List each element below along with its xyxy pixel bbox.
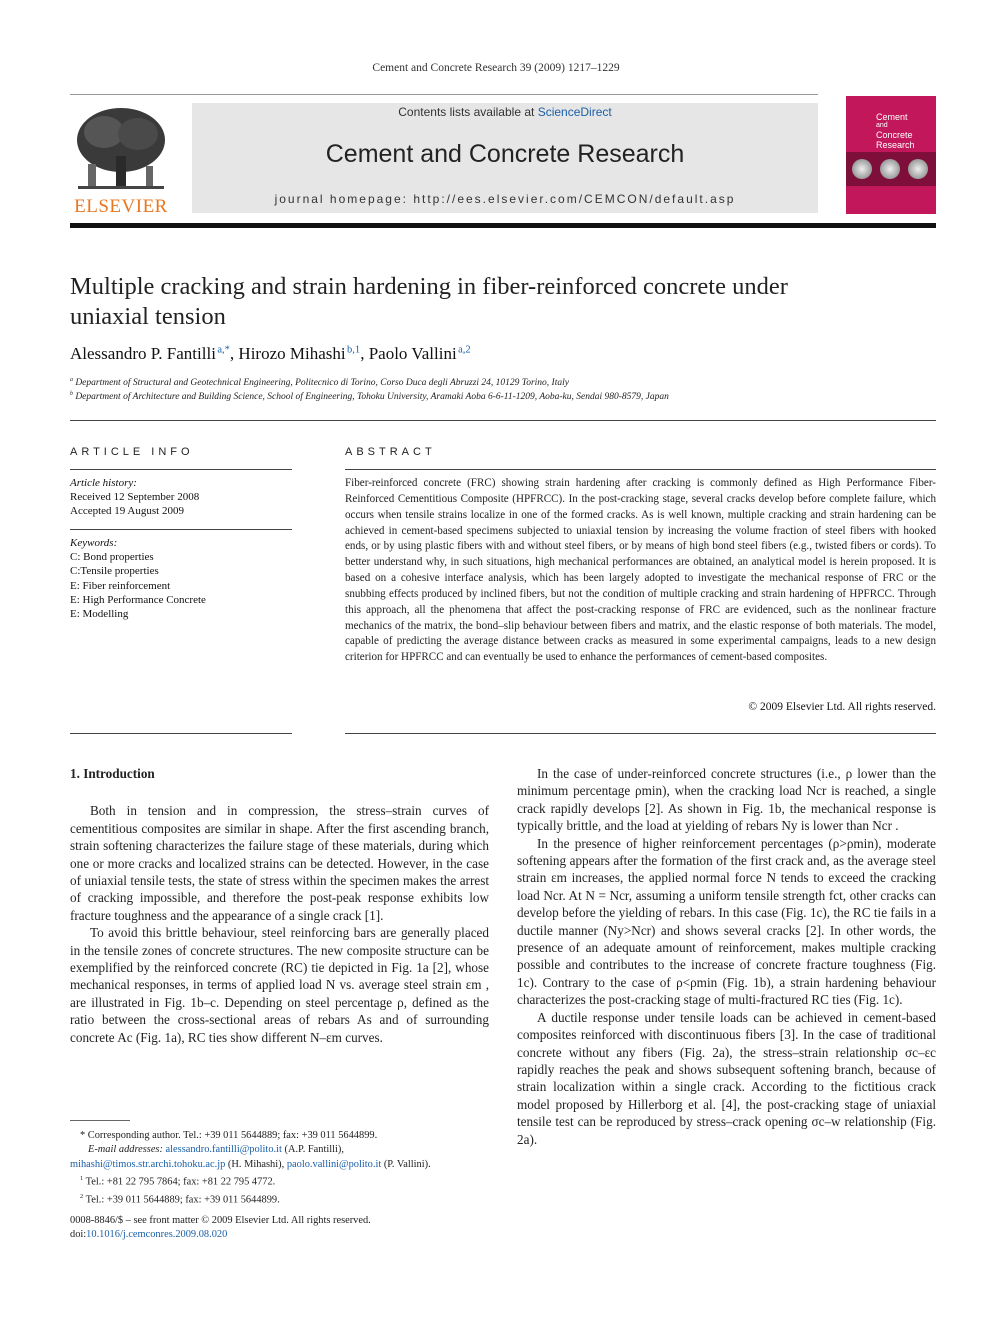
affiliation-text: Department of Architecture and Building Science, School of Engineering, Tohoku University, Aramaki Aoba 6-6-11-1209, Aoba-ku, Sendai 980-8579, Japan (75, 392, 669, 403)
email-owner: (P. Vallini). (383, 1158, 431, 1170)
article-info-rule (70, 733, 292, 734)
journal-title: Cement and Concrete Research (325, 140, 685, 168)
body-paragraph: To avoid this brittle behaviour, steel reinforcing bars are generally placed in the tensile zones of concrete structures. The new composite structure can be exemplified by the reinforced concrete (RC) tie depicted in Fig. 1a [2], whose mechanical responses, in terms of applied load N vs. average steel strain εm , are illustrated in Fig. 1b–c. Depending on steel percentage ρ, defined as the ratio between the cross-sectional areas of rebars As and of surrounding concrete Ac (Fig. 1a), RC ties show different N–εm curves. (70, 925, 489, 1045)
email-link[interactable]: paolo.vallini@polito.it (286, 1158, 382, 1170)
section-divider (70, 420, 936, 421)
doi-link[interactable]: 10.1016/j.cemconres.2009.08.020 (86, 1229, 228, 1241)
footnote-text: Tel.: +39 011 5644889; fax: +39 011 5644899. (85, 1194, 280, 1206)
abstract-rule (345, 469, 936, 470)
cover-micrograph (908, 159, 928, 179)
article-title: Multiple cracking and strain hardening in fiber-reinforced concrete under uniaxial tension (70, 273, 788, 330)
footnote-text: Tel.: +81 22 795 7864; fax: +81 22 795 4772. (85, 1176, 276, 1188)
email-line (70, 1158, 490, 1172)
body-column-left (70, 765, 489, 1046)
cover-micrograph (852, 159, 872, 179)
author-name: Hirozo Mihashi (238, 344, 346, 363)
author-name: Alessandro P. Fantilli (70, 344, 216, 363)
email-owner: (A.P. Fantilli), (284, 1144, 344, 1156)
keywords-label: Keywords: (70, 537, 118, 549)
article-info-heading: ARTICLE INFO (70, 446, 194, 458)
cover-micrograph (880, 159, 900, 179)
affiliation-mark: b (70, 391, 73, 397)
sciencedirect-link[interactable]: ScienceDirect (537, 105, 612, 119)
abstract-text: Fiber-reinforced concrete (FRC) showing strain hardening after cracking is commonly defined as High Performance Fiber-Reinforced Cementitious Composite (HPFRCC). In the post-cracking stage, several cracks develop before complete failure, which occurs when tensile strains localize in one of the formed cracks. As is well known, multiple cracking and strain hardening can be achieved in cement-based specimens subjected to uniaxial tension by increasing the volume fraction of steel fibers with hooked ends, or by using plastic fibers with and without steel fibers, or by means of high bond steel fibers (e.g., twisted fibers or cords). To better understand why, in such situations, high mechanical performances are obtained, an analytical model is herein proposed. It is based on a cohesive interface analysis, which has been largely adopted to investigate the mechanical response of FRC or the snubbing effects produced by inclined fibers, but not the condition of multiple cracking and strain hardening of HPFRCC. Through this approach, all the phenomena that affect the post-cracking response of FRC are evidenced, such as the nonlinear fracture mechanics of the matrix, the bond–slip behaviour between fibers and matrix, and the elastic response of both materials. The model, capable of predicting the average distance between cracks as measured in some experimental campaigns, leads to a new design criterion for HPFRCC and can eventually be used to enhance the performances of cement-based composites. (345, 477, 936, 664)
keyword: C:Tensile properties (70, 565, 159, 578)
article-info-rule (70, 529, 292, 530)
body-paragraph: A ductile response under tensile loads can be achieved in cement-based composites reinforced with discontinuous fibers [3]. In the case of traditional concrete without any fibers (Fig. 2a), the stress–strain relationship σc–εc rapidly reaches the peak and shows subsequent softening branch, because of strain localization within a single crack. According to the fictitious crack model proposed by Hillerborg et al. [4], the post-cracking stage of uniaxial tensile test can be reproduced by stress–crack opening σc–w relationship (Fig. 2a). (517, 1009, 936, 1147)
history-label: Article history: (70, 477, 137, 489)
affiliation (70, 391, 940, 402)
footnote-rule (70, 1120, 130, 1121)
corresponding-author-note: * Corresponding author. Tel.: +39 011 5644889; fax: +39 011 5644899. (80, 1130, 378, 1141)
article-info-rule (70, 469, 292, 470)
keyword: C: Bond properties (70, 551, 154, 564)
author-list: Alessandro P. Fantilli $^{a,*}$, Hirozo Mihashi $^{b,1}$, Paolo Vallini $^{a,2}$ (70, 344, 471, 363)
section-heading: 1. Introduction (70, 766, 155, 781)
masthead-rule (70, 94, 818, 95)
cover-title-line: Concrete (876, 130, 913, 140)
footnote-2: $^2$ Tel.: +39 011 5644889; fax: +39 011 5644899. (80, 1192, 280, 1206)
email-line (70, 1143, 490, 1157)
keyword: E: Modelling (70, 608, 129, 621)
author-name: Paolo Vallini (368, 344, 457, 363)
email-label: E-mail addresses: (88, 1144, 163, 1156)
abstract-heading: ABSTRACT (345, 446, 436, 458)
cover-title (876, 112, 934, 150)
cover-title-line: Cement (876, 112, 908, 122)
keywords (70, 536, 292, 621)
received-date: Received 12 September 2008 (70, 491, 200, 504)
doi-label: doi: (70, 1229, 87, 1241)
abstract-rule (345, 733, 936, 734)
affiliation (70, 377, 940, 388)
abstract-copyright: © 2009 Elsevier Ltd. All rights reserved. (748, 701, 936, 713)
contents-line (192, 105, 818, 119)
email-owner: (H. Mihashi), (227, 1158, 285, 1170)
author-affil-mark[interactable]: b,1 (347, 344, 361, 356)
body-paragraph: In the presence of higher reinforcement percentages (ρ>ρmin), moderate softening appears after the formation of the first crack and, as the average steel strain εm increases, the applied normal force N tends to exceed the cracking load Ncr. At N = Ncr, assuming a uniform tensile strength fct, other cracks can develop before the yielding of rebars. In this case (Fig. 1c), the RC tie fails in a ductile manner (Ny>Ncr) and shows several cracks [2]. In other words, the presence of an adequate amount of reinforcement, makes multiple cracking possible and contributes to the increase of concrete fracture toughness (Fig. 1c). Contrary to the case of ρ<ρmin (Fig. 1b), a strain hardening behaviour characterizes the post-cracking stage of multi-fractured RC ties (Fig. 1c). (517, 835, 936, 1008)
article-history (70, 476, 292, 519)
cover-title-line: Research (876, 140, 915, 150)
author-affil-mark[interactable]: a,2 (458, 344, 471, 356)
journal-homepage[interactable]: journal homepage: http://ees.elsevier.com/CEMCON/default.asp (274, 192, 736, 206)
contents-prefix: Contents lists available at (398, 105, 535, 119)
email-link[interactable]: mihashi@timos.str.archi.tohoku.ac.jp (70, 1158, 226, 1170)
front-matter (70, 1214, 490, 1243)
header-thick-rule (70, 223, 936, 228)
body-column-right (517, 765, 936, 1148)
body-paragraph: In the case of under-reinforced concrete structures (i.e., ρ lower than the minimum percentage ρmin), when the cracking load Ncr is reached, a single crack rapidly develops [2]. As shown in Fig. 1b, the mechanical response is typically brittle, and the load at yielding of rebars Ny is lower than Ncr . (517, 766, 936, 834)
email-link[interactable]: alessandro.fantilli@polito.it (165, 1144, 282, 1156)
author-affil-mark[interactable]: a,* (217, 344, 230, 356)
affiliation-text: Department of Structural and Geotechnical Engineering, Politecnico di Torino, Corso Duca degli Abruzzi 24, 10129 Torino, Italy (75, 378, 569, 389)
body-paragraph: Both in tension and in compression, the stress–strain curves of cementitious composites are similar in shape. After the first ascending branch, strain softening characterizes the failure stage of these materials, during which one or more cracks and localized strains can be detected. However, in the case of uniaxial tensile tests, the state of stress within the specimen makes the arrest of cracking impossible, and therefore the post-peak response exhibits low fracture toughness and the appearance of a single crack [1]. (70, 803, 489, 923)
keyword: E: High Performance Concrete (70, 593, 206, 606)
journal-citation: Cement and Concrete Research 39 (2009) 1217–1229 (372, 62, 620, 74)
cover-title-line: and (876, 122, 888, 129)
elsevier-wordmark: ELSEVIER (74, 196, 168, 217)
footnote-1: $^1$ Tel.: +81 22 795 7864; fax: +81 22 795 4772. (80, 1174, 276, 1188)
doi-line (70, 1228, 490, 1242)
keyword: E: Fiber reinforcement (70, 579, 171, 592)
accepted-date: Accepted 19 August 2009 (70, 505, 184, 518)
affiliation-mark: a (70, 377, 73, 383)
issn-line: 0008-8846/$ – see front matter © 2009 Elsevier Ltd. All rights reserved. (70, 1215, 371, 1226)
footnotes (70, 1129, 490, 1207)
